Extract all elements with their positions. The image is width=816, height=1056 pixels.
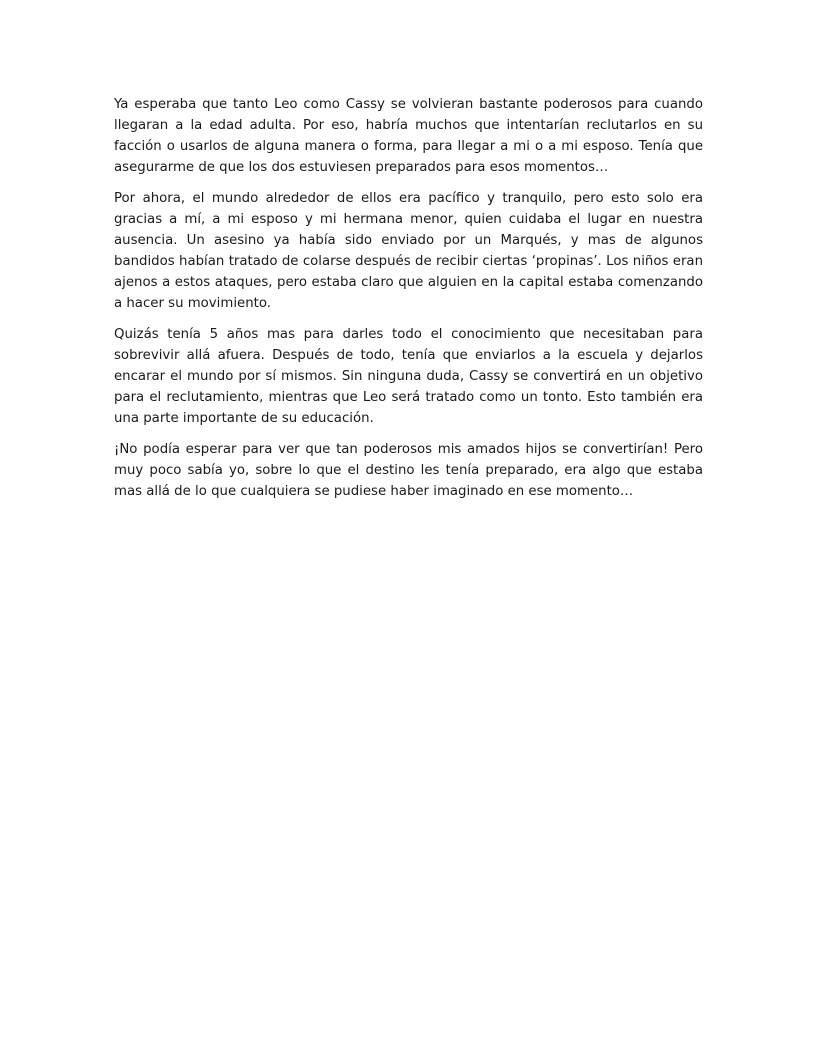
paragraph-3: Quizás tenía 5 años mas para darles todo el conocimiento que necesitaban para sobrevivir allá afuera. Después de todo, tenía que enviarlos a la escuela y dejarlos encarar el mundo por sí mismos. Sin ninguna duda, Cassy se convertirá en un objetivo para el reclutamiento, mientras que Leo será tratado como un tonto. Esto también era una parte importante de su educación. (114, 327, 703, 426)
document-body (114, 94, 703, 512)
paragraph-4: ¡No podía esperar para ver que tan poderosos mis amados hijos se convertirían! Pero muy poco sabía yo, sobre lo que el destino les tenía preparado, era algo que estaba mas allá de lo que cualquiera se pudiese haber imaginado en ese momento… (114, 442, 703, 499)
paragraph-2: Por ahora, el mundo alrededor de ellos era pacífico y tranquilo, pero esto solo era gracias a mí, a mi esposo y mi hermana menor, quien cuidaba el lugar en nuestra ausencia. Un asesino ya había sido enviado por un Marqués, y mas de algunos bandidos habían tratado de colarse después de recibir ciertas ‘propinas’. Los niños eran ajenos a estos ataques, pero estaba claro que alguien en la capital estaba comenzando a hacer su movimiento. (114, 191, 703, 311)
paragraph-1: Ya esperaba que tanto Leo como Cassy se volvieran bastante poderosos para cuando llegaran a la edad adulta. Por eso, habría muchos que intentarían reclutarlos en su facción o usarlos de alguna manera o forma, para llegar a mi o a mi esposo. Tenía que asegurarme de que los dos estuviesen preparados para esos momentos… (114, 97, 703, 175)
